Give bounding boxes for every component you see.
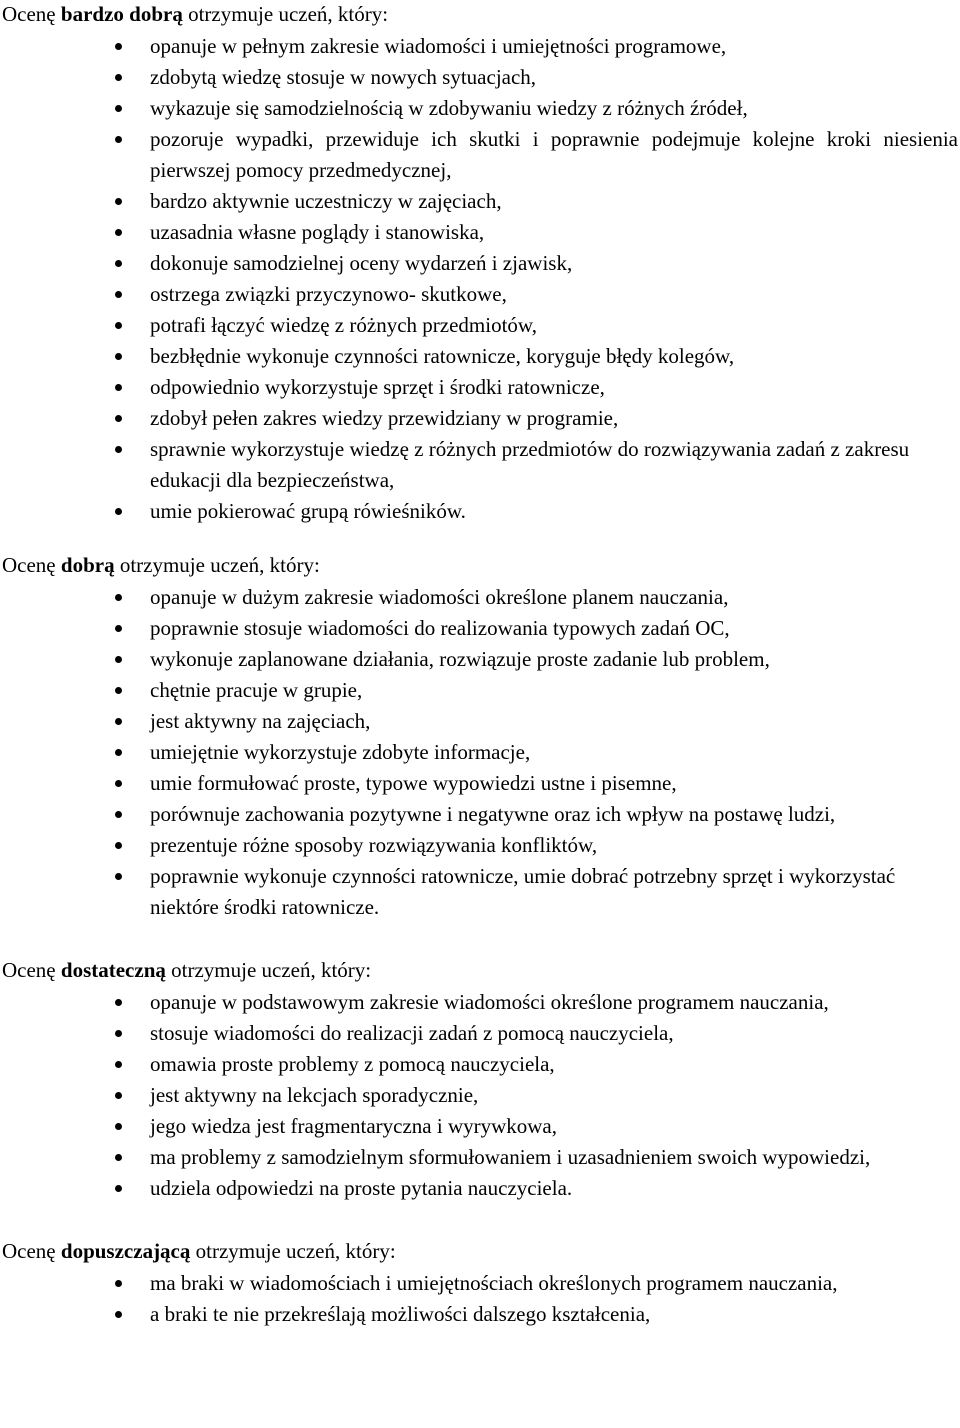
- section-heading: [2, 956, 958, 984]
- bullet-icon: [115, 1280, 122, 1287]
- criteria-list: [2, 987, 958, 1204]
- list-item-text: opanuje w podstawowym zakresie wiadomości określone programem nauczania,: [150, 990, 829, 1014]
- bullet-icon: [115, 656, 122, 663]
- section-heading: [2, 551, 958, 579]
- list-item: [2, 124, 958, 186]
- list-item: [2, 279, 958, 310]
- bullet-icon: [115, 384, 122, 391]
- list-item: [2, 613, 958, 644]
- bullet-icon: [115, 625, 122, 632]
- criteria-list: [2, 1268, 958, 1330]
- list-item: [2, 706, 958, 737]
- bullet-icon: [115, 260, 122, 267]
- criteria-list: [2, 31, 958, 527]
- bullet-icon: [115, 1185, 122, 1192]
- list-item: [2, 737, 958, 768]
- list-item: [2, 1268, 958, 1299]
- bullet-icon: [115, 74, 122, 81]
- bullet-icon: [115, 508, 122, 515]
- bullet-icon: [115, 322, 122, 329]
- heading-suffix: otrzymuje uczeń, który:: [114, 553, 320, 577]
- list-item: [2, 496, 958, 527]
- list-item-text: opanuje w pełnym zakresie wiadomości i umiejętności programowe,: [150, 34, 727, 58]
- list-item-text: chętnie pracuje w grupie,: [150, 678, 363, 702]
- heading-suffix: otrzymuje uczeń, który:: [165, 958, 372, 982]
- list-item: [2, 799, 958, 830]
- list-item: [2, 830, 958, 861]
- list-item-text: jest aktywny na lekcjach sporadycznie,: [150, 1083, 479, 1107]
- list-item: [2, 248, 958, 279]
- list-item: [2, 217, 958, 248]
- list-item: [2, 403, 958, 434]
- bullet-icon: [115, 1311, 122, 1318]
- list-item-text: odpowiednio wykorzystuje sprzęt i środki ratownicze,: [150, 375, 605, 399]
- list-item: [2, 861, 958, 923]
- bullet-icon: [115, 842, 122, 849]
- list-item-text: umie pokierować grupą rówieśników.: [150, 499, 466, 523]
- list-item-text: ma problemy z samodzielnym sformułowaniem i uzasadnieniem swoich wypowiedzi,: [150, 1145, 871, 1169]
- list-item: [2, 1142, 958, 1173]
- list-item-text: sprawnie wykorzystuje wiedzę z różnych przedmiotów do rozwiązywania zadań z zakresu edukacji dla bezpieczeństwa,: [150, 437, 910, 492]
- list-item: [2, 675, 958, 706]
- list-item-text: bezbłędnie wykonuje czynności ratownicze, koryguje błędy kolegów,: [150, 344, 735, 368]
- bullet-icon: [115, 446, 122, 453]
- bullet-icon: [115, 229, 122, 236]
- heading-prefix: Ocenę: [2, 958, 61, 982]
- list-item-text: dokonuje samodzielnej oceny wydarzeń i zjawisk,: [150, 251, 573, 275]
- bullet-icon: [115, 594, 122, 601]
- list-item-text: stosuje wiadomości do realizacji zadań z pomocą nauczyciela,: [150, 1021, 674, 1045]
- list-item-text: opanuje w dużym zakresie wiadomości określone planem nauczania,: [150, 585, 729, 609]
- grade-section-satisfactory: [2, 956, 958, 1204]
- grade-name: dobrą: [60, 553, 115, 577]
- list-item-text: omawia proste problemy z pomocą nauczyciela,: [150, 1052, 555, 1076]
- list-item-text: udziela odpowiedzi na proste pytania nauczyciela.: [150, 1176, 573, 1200]
- list-item-text: ma braki w wiadomościach i umiejętnościach określonych programem nauczania,: [150, 1271, 838, 1295]
- list-item-text: wykonuje zaplanowane działania, rozwiązuje proste zadanie lub problem,: [150, 647, 770, 671]
- list-item: [2, 62, 958, 93]
- list-item-text: wykazuje się samodzielnością w zdobywaniu wiedzy z różnych źródeł,: [150, 96, 748, 120]
- bullet-icon: [115, 291, 122, 298]
- grade-section-very-good: [2, 0, 958, 527]
- list-item: [2, 434, 958, 496]
- bullet-icon: [115, 136, 122, 143]
- list-item: [2, 1111, 958, 1142]
- bullet-icon: [115, 1092, 122, 1099]
- bullet-icon: [115, 353, 122, 360]
- list-item-text: uzasadnia własne poglądy i stanowiska,: [150, 220, 485, 244]
- list-item: [2, 1299, 958, 1330]
- list-item-text: zdobytą wiedzę stosuje w nowych sytuacjach,: [150, 65, 537, 89]
- bullet-icon: [115, 718, 122, 725]
- list-item: [2, 1080, 958, 1111]
- list-item: [2, 186, 958, 217]
- list-item-text: a braki te nie przekreślają możliwości dalszego kształcenia,: [150, 1302, 651, 1326]
- list-item-text: pozoruje wypadki, przewiduje ich skutki i poprawnie podejmuje kolejne kroki niesienia pierwszej pomocy przedmedycznej,: [150, 127, 958, 182]
- list-item: [2, 987, 958, 1018]
- list-item-text: potrafi łączyć wiedzę z różnych przedmiotów,: [150, 313, 537, 337]
- section-heading: [2, 0, 958, 28]
- heading-prefix: Ocenę: [2, 2, 61, 26]
- list-item: [2, 372, 958, 403]
- bullet-icon: [115, 749, 122, 756]
- heading-prefix: Ocenę: [2, 1239, 61, 1263]
- list-item: [2, 1173, 958, 1204]
- bullet-icon: [115, 1030, 122, 1037]
- list-item: [2, 644, 958, 675]
- list-item-text: ostrzega związki przyczynowo- skutkowe,: [150, 282, 507, 306]
- list-item: [2, 768, 958, 799]
- bullet-icon: [115, 780, 122, 787]
- bullet-icon: [115, 999, 122, 1006]
- list-item-text: bardzo aktywnie uczestniczy w zajęciach,: [150, 189, 502, 213]
- list-item: [2, 341, 958, 372]
- bullet-icon: [115, 415, 122, 422]
- list-item-text: porównuje zachowania pozytywne i negatywne oraz ich wpływ na postawę ludzi,: [150, 802, 836, 826]
- grade-name: dopuszczającą: [60, 1239, 191, 1263]
- bullet-icon: [115, 198, 122, 205]
- heading-suffix: otrzymuje uczeń, który:: [182, 2, 389, 26]
- list-item-text: poprawnie stosuje wiadomości do realizowania typowych zadań OC,: [150, 616, 730, 640]
- bullet-icon: [115, 811, 122, 818]
- list-item: [2, 31, 958, 62]
- heading-prefix: Ocenę: [2, 553, 61, 577]
- bullet-icon: [115, 43, 122, 50]
- bullet-icon: [115, 1061, 122, 1068]
- list-item-text: jest aktywny na zajęciach,: [150, 709, 371, 733]
- grade-section-good: [2, 551, 958, 923]
- list-item-text: jego wiedza jest fragmentaryczna i wyrywkowa,: [150, 1114, 557, 1138]
- list-item-text: prezentuje różne sposoby rozwiązywania konfliktów,: [150, 833, 598, 857]
- grade-section-sufficient: [2, 1237, 958, 1330]
- list-item-text: umie formułować proste, typowe wypowiedzi ustne i pisemne,: [150, 771, 677, 795]
- list-item: [2, 1018, 958, 1049]
- bullet-icon: [115, 873, 122, 880]
- list-item-text: zdobył pełen zakres wiedzy przewidziany w programie,: [150, 406, 619, 430]
- bullet-icon: [115, 1123, 122, 1130]
- list-item: [2, 93, 958, 124]
- list-item: [2, 310, 958, 341]
- grade-name: dostateczną: [60, 958, 166, 982]
- bullet-icon: [115, 1154, 122, 1161]
- list-item-text: poprawnie wykonuje czynności ratownicze, umie dobrać potrzebny sprzęt i wykorzystać niektóre środki ratownicze.: [150, 864, 896, 919]
- list-item-text: umiejętnie wykorzystuje zdobyte informacje,: [150, 740, 531, 764]
- grade-name: bardzo dobrą: [60, 2, 183, 26]
- list-item: [2, 1049, 958, 1080]
- criteria-list: [2, 582, 958, 923]
- section-heading: [2, 1237, 958, 1265]
- list-item: [2, 582, 958, 613]
- bullet-icon: [115, 687, 122, 694]
- bullet-icon: [115, 105, 122, 112]
- heading-suffix: otrzymuje uczeń, który:: [190, 1239, 396, 1263]
